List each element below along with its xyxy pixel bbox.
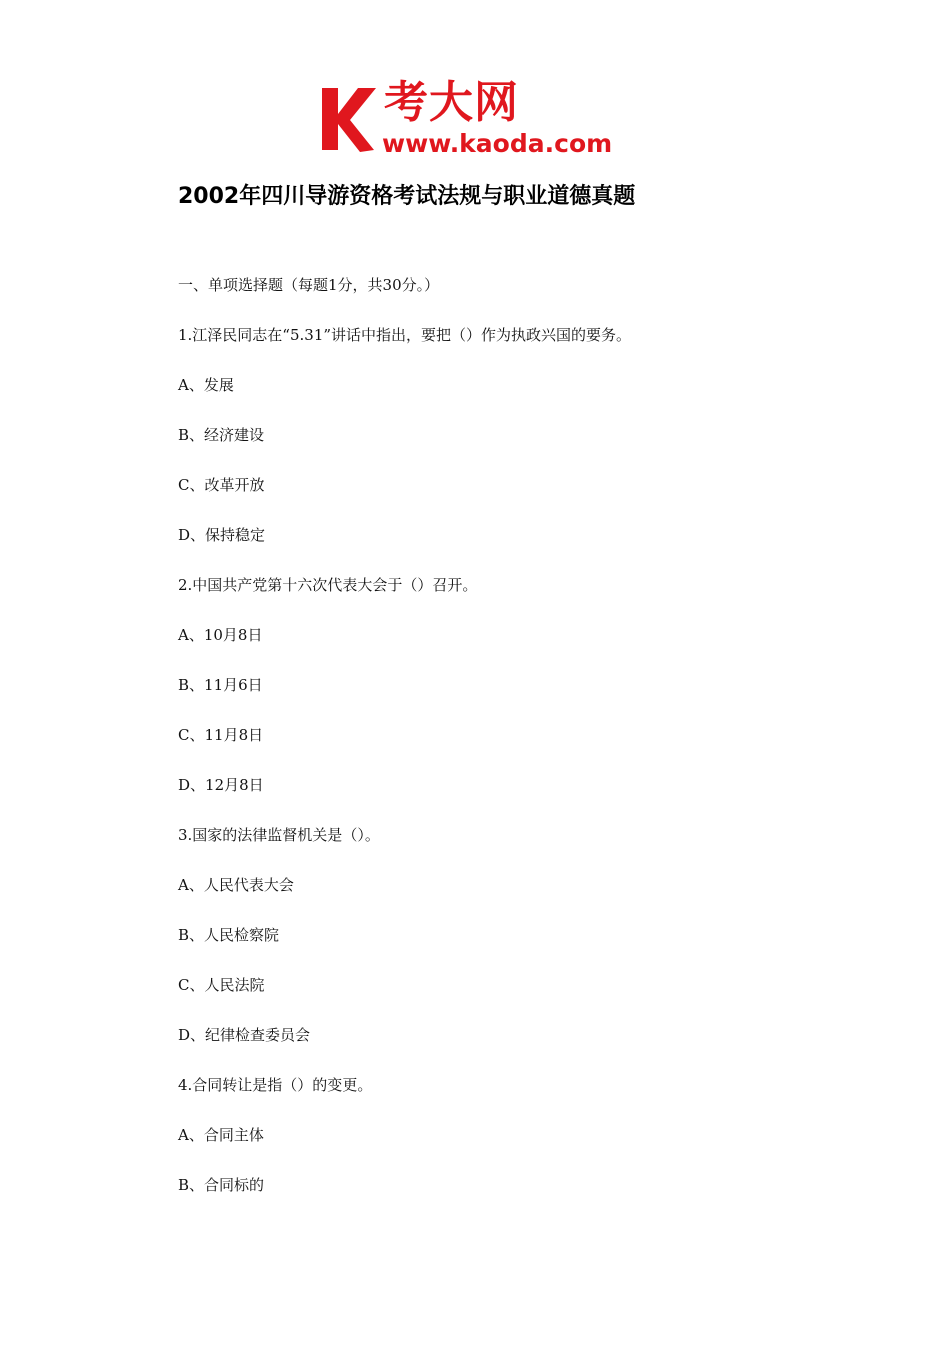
logo-brand-text: 考大网 xyxy=(384,77,519,128)
document-title: 2002年四川导游资格考试法规与职业道德真题 xyxy=(178,184,636,209)
option-item: A、发展 xyxy=(178,376,234,394)
option-item: C、人民法院 xyxy=(178,976,265,994)
option-item: B、经济建设 xyxy=(178,426,265,444)
option-item: B、人民检察院 xyxy=(178,926,280,944)
option-item: D、纪律检查委员会 xyxy=(178,1026,311,1044)
option-item: B、11月6日 xyxy=(178,676,263,694)
option-item: A、10月8日 xyxy=(178,626,263,644)
k-logo-icon xyxy=(318,84,380,154)
kaoda-logo xyxy=(318,77,640,160)
question-stem: 3.国家的法律监督机关是（）。 xyxy=(178,826,380,844)
logo-url-text: www.kaoda.com xyxy=(382,129,613,158)
option-item: B、合同标的 xyxy=(178,1176,265,1194)
option-item: C、11月8日 xyxy=(178,726,264,744)
question-stem: 1.江泽民同志在“5.31”讲话中指出，要把（）作为执政兴国的要务。 xyxy=(178,326,632,344)
option-item: A、合同主体 xyxy=(178,1126,264,1144)
option-item: A、人民代表大会 xyxy=(178,876,294,894)
option-item: D、12月8日 xyxy=(178,776,264,794)
question-stem: 4.合同转让是指（）的变更。 xyxy=(178,1076,373,1094)
option-item: D、保持稳定 xyxy=(178,526,266,544)
question-stem: 2.中国共产党第十六次代表大会于（）召开。 xyxy=(178,576,478,594)
document-body xyxy=(178,270,878,1220)
section-heading: 一、单项选择题（每题1分，共30分。） xyxy=(178,276,440,294)
option-item: C、改革开放 xyxy=(178,476,265,494)
